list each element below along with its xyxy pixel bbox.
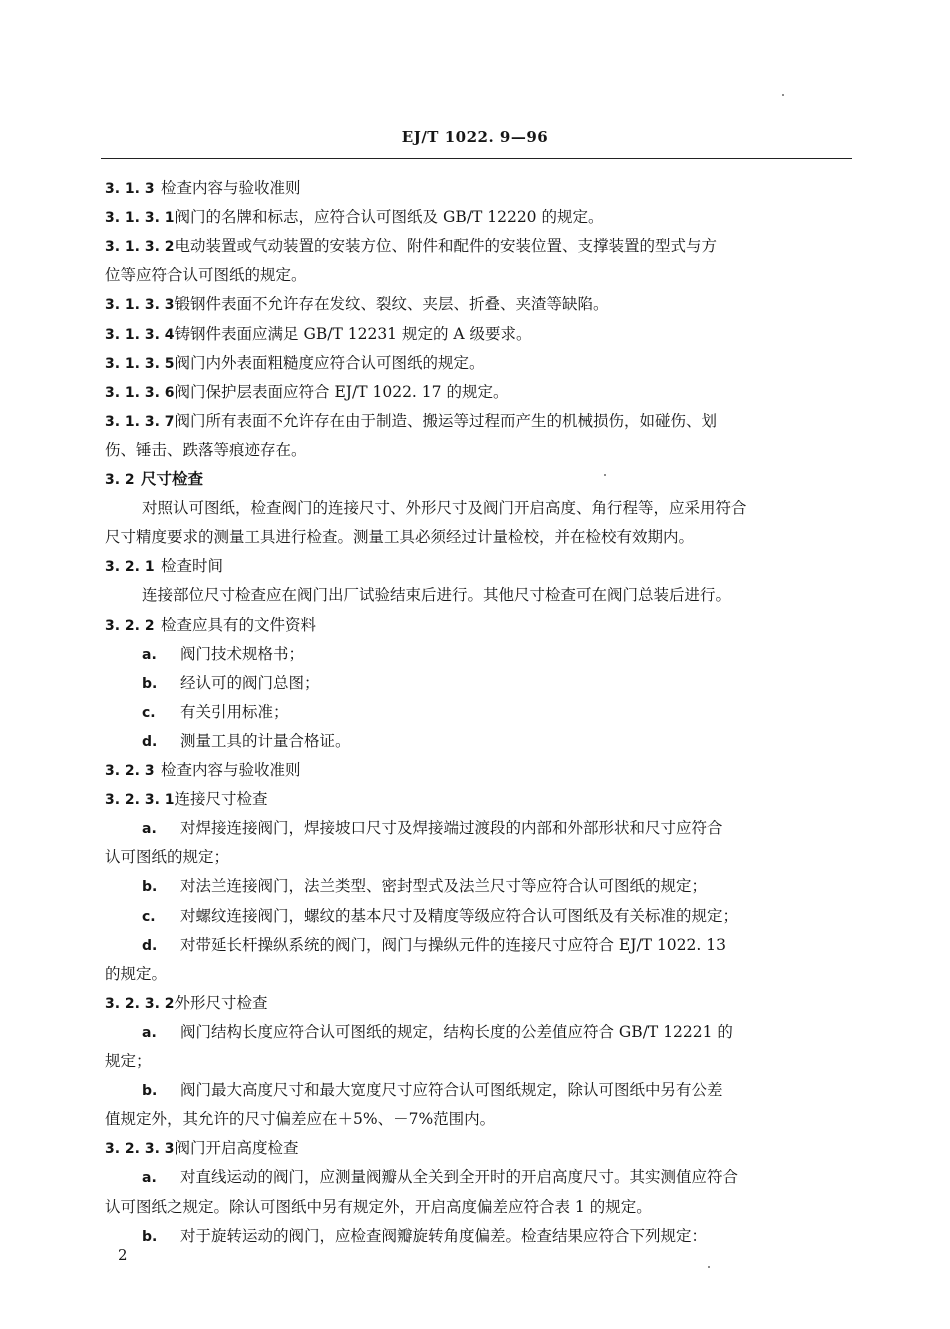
clause-number: 3. 2. 3 <box>105 763 155 779</box>
clause-number: 3. 2. 1 <box>105 559 155 576</box>
line-text: 测量工具的计量合格证。 <box>180 731 351 750</box>
line-text: 检查应具有的文件资料 <box>161 615 317 634</box>
text-line <box>142 1226 707 1247</box>
text-line <box>142 1022 733 1043</box>
list-label: a. <box>142 821 157 838</box>
line-text: 伤、锤击、跌落等痕迹存在。 <box>105 440 307 459</box>
line-text: 对法兰连接阀门，法兰类型、密封型式及法兰尺寸等应符合认可图纸的规定； <box>180 877 708 896</box>
line-text: 阀门开启高度检查 <box>174 1139 299 1158</box>
line-text: 连接部位尺寸检查应在阀门出厂试验结束后进行。其他尺寸检查可在阀门总装后进行。 <box>142 586 732 605</box>
text-line <box>105 382 508 403</box>
text-line <box>142 818 723 839</box>
page-number: 2 <box>118 1246 128 1264</box>
text-line <box>105 324 532 345</box>
text-line <box>142 876 707 897</box>
list-label: c. <box>142 704 156 721</box>
scan-speck <box>708 1266 710 1268</box>
clause-number: 3. 2. 2 <box>105 617 155 634</box>
text-line <box>105 964 167 984</box>
text-line <box>105 265 307 285</box>
line-text: 检查时间 <box>161 557 224 576</box>
text-line <box>105 353 485 374</box>
text-line <box>142 731 351 752</box>
line-text: 规定； <box>105 1052 152 1070</box>
text-line <box>142 1080 723 1101</box>
line-text: 阀门内外表面粗糙度应符合认可图纸的规定。 <box>174 353 485 372</box>
clause-number: 3. 2 <box>105 472 135 488</box>
clause-number: 3. 1. 3. 2 <box>105 239 175 256</box>
list-label: d. <box>142 733 158 750</box>
line-text: 对于旋转运动的阀门，应检查阀瓣旋转角度偏差。检查结果应符合下列规定： <box>180 1226 708 1245</box>
line-text: 阀门所有表面不允许存在由于制造、搬运等过程而产生的机械损伤，如碰伤、划 <box>174 411 718 430</box>
line-text: 位等应符合认可图纸的规定。 <box>105 266 307 285</box>
line-text: 尺寸检查 <box>141 469 204 488</box>
clause-number: 3. 1. 3. 1 <box>105 210 175 227</box>
text-line <box>142 906 738 927</box>
line-text: 阀门技术规格书； <box>180 644 305 663</box>
clause-number: 3. 1. 3. 4 <box>105 326 175 343</box>
text-line <box>105 993 268 1014</box>
line-text: 认可图纸的规定； <box>105 848 230 867</box>
text-line <box>142 644 304 665</box>
line-text: 锻钢件表面不允许存在发纹、裂纹、夹层、折叠、夹渣等缺陷。 <box>174 295 609 314</box>
scan-speck <box>604 474 606 476</box>
clause-number: 3. 1. 3. 3 <box>105 297 175 314</box>
list-label: a. <box>142 1024 157 1041</box>
text-line <box>105 1109 495 1129</box>
line-text: 检查内容与验收准则 <box>161 179 301 197</box>
line-text: 值规定外，其允许的尺寸偏差应在＋5%、－7%范围内。 <box>105 1110 496 1129</box>
text-line <box>105 789 268 810</box>
text-line <box>142 673 320 694</box>
clause-number: 3. 1. 3. 6 <box>105 384 175 401</box>
line-text: 阀门的名牌和标志，应符合认可图纸及 GB/T 12220 的规定。 <box>174 208 604 227</box>
list-label: a. <box>142 1170 157 1187</box>
text-line <box>105 615 316 636</box>
text-line <box>105 556 223 577</box>
scan-speck <box>782 94 784 96</box>
text-line <box>142 585 731 605</box>
line-text: 外形尺寸检查 <box>174 993 268 1012</box>
line-text: 检查内容与验收准则 <box>161 761 301 779</box>
list-label: a. <box>142 646 157 663</box>
line-text: 的规定。 <box>105 964 168 983</box>
list-label: d. <box>142 937 158 954</box>
document-header-code: EJ/T 1022. 9—96 <box>401 128 549 146</box>
clause-number: 3. 2. 3. 1 <box>105 792 175 809</box>
text-line <box>142 498 747 518</box>
line-text: 连接尺寸检查 <box>174 790 268 809</box>
text-line <box>105 294 609 315</box>
line-text: 对直线运动的阀门，应测量阀瓣从全关到全开时的开启高度尺寸。其实测值应符合 <box>180 1168 739 1187</box>
list-label: c. <box>142 908 156 925</box>
line-text: 阀门结构长度应符合认可图纸的规定，结构长度的公差值应符合 GB/T 12221 的 <box>180 1022 733 1041</box>
clause-number: 3. 1. 3 <box>105 181 155 197</box>
line-text: 认可图纸之规定。除认可图纸中另有规定外，开启高度偏差应符合表 1 的规定。 <box>105 1197 652 1216</box>
text-line <box>105 440 307 460</box>
line-text: 对带延长杆操纵系统的阀门，阀门与操纵元件的连接尺寸应符合 EJ/T 1022. 13 <box>180 935 726 954</box>
line-text: 电动装置或气动装置的安装方位、附件和配件的安装位置、支撑装置的型式与方 <box>174 237 718 256</box>
text-line <box>105 1197 652 1217</box>
line-text: 铸钢件表面应满足 GB/T 12231 规定的 A 级要求。 <box>174 324 532 343</box>
text-line <box>105 527 694 547</box>
line-text: 对螺纹连接阀门，螺纹的基本尺寸及精度等级应符合认可图纸及有关标准的规定； <box>180 906 739 925</box>
clause-number: 3. 1. 3. 5 <box>105 355 175 372</box>
text-line <box>105 847 229 867</box>
list-label: b. <box>142 1083 158 1100</box>
line-text: 尺寸精度要求的测量工具进行检查。测量工具必须经过计量检校，并在检校有效期内。 <box>105 528 695 547</box>
list-label: b. <box>142 1228 158 1245</box>
line-text: 阀门保护层表面应符合 EJ/T 1022. 17 的规定。 <box>174 382 509 401</box>
text-line <box>105 760 301 781</box>
line-text: 经认可的阀门总图； <box>180 673 320 692</box>
text-line <box>142 702 289 723</box>
text-line <box>105 1138 299 1159</box>
text-line <box>105 178 301 199</box>
text-line <box>142 935 726 956</box>
clause-number: 3. 1. 3. 7 <box>105 413 175 430</box>
list-label: b. <box>142 879 158 896</box>
header-rule <box>101 158 852 159</box>
clause-number: 3. 2. 3. 2 <box>105 995 175 1012</box>
line-text: 有关引用标准； <box>180 702 289 721</box>
clause-number: 3. 2. 3. 3 <box>105 1141 175 1158</box>
line-text: 对焊接连接阀门，焊接坡口尺寸及焊接端过渡段的内部和外部形状和尺寸应符合 <box>180 819 723 838</box>
text-line <box>142 1167 738 1188</box>
list-label: b. <box>142 675 158 692</box>
line-text: 对照认可图纸，检查阀门的连接尺寸、外形尺寸及阀门开启高度、角行程等，应采用符合 <box>142 499 747 518</box>
text-line <box>105 411 717 432</box>
text-line <box>105 1051 152 1071</box>
text-line <box>105 207 603 228</box>
text-line <box>105 469 203 490</box>
text-line <box>105 236 717 257</box>
line-text: 阀门最大高度尺寸和最大宽度尺寸应符合认可图纸规定，除认可图纸中另有公差 <box>180 1081 723 1100</box>
